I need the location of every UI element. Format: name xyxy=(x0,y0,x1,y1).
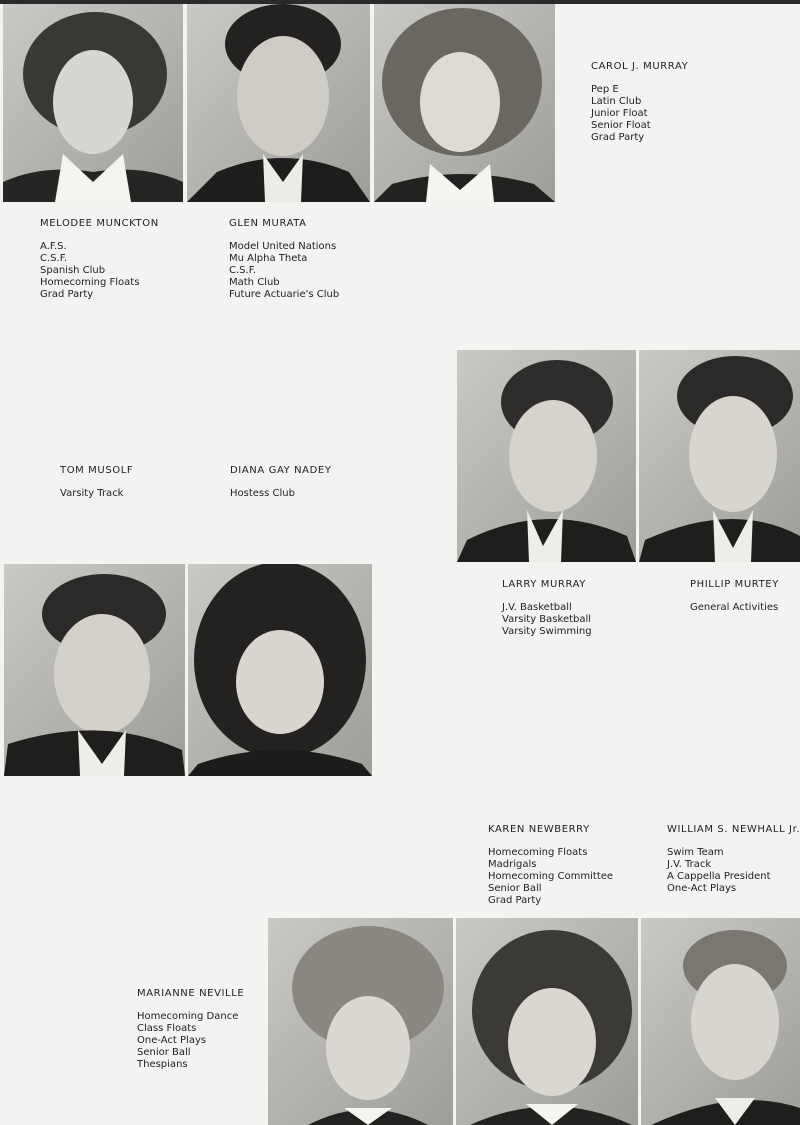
activity-item: Math Club xyxy=(229,277,280,288)
portrait-photo-marianne-neville xyxy=(268,918,453,1125)
activity-item: Senior Ball xyxy=(137,1047,191,1058)
portrait-photo-phillip-murtey xyxy=(639,350,800,562)
caption-karen-newberry xyxy=(488,824,613,907)
activity-item: Homecoming Committee xyxy=(488,871,614,882)
activity-list xyxy=(230,488,332,500)
student-name: TOM MUSOLF xyxy=(60,465,134,476)
activity-list xyxy=(667,847,800,895)
activity-item: General Activities xyxy=(690,602,779,613)
activity-item: Thespians xyxy=(137,1059,188,1070)
student-name: MELODEE MUNCKTON xyxy=(40,218,159,229)
activity-list xyxy=(488,847,613,907)
activity-list xyxy=(40,241,159,301)
activity-item: One-Act Plays xyxy=(667,883,737,894)
caption-larry-murray xyxy=(502,579,592,638)
portrait-photo-william-newhall xyxy=(641,918,800,1125)
activity-item: Homecoming Floats xyxy=(40,277,140,288)
portrait-photo-glen-murata xyxy=(187,4,370,202)
caption-marianne-neville xyxy=(137,988,244,1071)
caption-carol-murray xyxy=(591,61,688,144)
activity-item: Grad Party xyxy=(488,895,542,906)
activity-item: Homecoming Dance xyxy=(137,1011,239,1022)
activity-item: Varsity Basketball xyxy=(502,614,592,625)
activity-list xyxy=(591,84,688,144)
caption-phillip-murtey xyxy=(690,579,779,614)
caption-william-newhall xyxy=(667,824,800,895)
student-name: LARRY MURRAY xyxy=(502,579,586,590)
activity-item: Hostess Club xyxy=(230,488,295,499)
caption-tom-musolf xyxy=(60,465,133,500)
portrait-photo-tom-musolf xyxy=(4,564,185,776)
activity-item: Grad Party xyxy=(591,132,645,143)
activity-item: Pep E xyxy=(591,84,619,95)
activity-item: Senior Ball xyxy=(488,883,542,894)
activity-item: Varsity Track xyxy=(60,488,124,499)
portrait-photo-karen-newberry xyxy=(456,918,638,1125)
activity-item: Swim Team xyxy=(667,847,724,858)
student-name: KAREN NEWBERRY xyxy=(488,824,590,835)
caption-glen-murata xyxy=(229,218,339,301)
activity-item: Senior Float xyxy=(591,120,651,131)
student-name: DIANA GAY NADEY xyxy=(230,465,332,476)
activity-list xyxy=(502,602,592,638)
student-name: PHILLIP MURTEY xyxy=(690,579,779,590)
activity-item: C.S.F. xyxy=(40,253,68,264)
activity-list xyxy=(229,241,339,301)
student-name: WILLIAM S. NEWHALL Jr. xyxy=(667,824,800,835)
portrait-photo-larry-murray xyxy=(457,350,636,562)
activity-item: Class Floats xyxy=(137,1023,197,1034)
activity-item: Mu Alpha Theta xyxy=(229,253,308,264)
activity-item: Madrigals xyxy=(488,859,537,870)
student-name: MARIANNE NEVILLE xyxy=(137,988,245,999)
activity-list xyxy=(690,602,779,614)
activity-list xyxy=(137,1011,244,1071)
activity-item: Latin Club xyxy=(591,96,642,107)
activity-item: Grad Party xyxy=(40,289,94,300)
student-name: CAROL J. MURRAY xyxy=(591,61,689,72)
caption-melodee-munckton xyxy=(40,218,159,301)
activity-list xyxy=(60,488,133,500)
activity-item: Model United Nations xyxy=(229,241,337,252)
activity-item: Future Actuarie's Club xyxy=(229,289,340,300)
activity-item: Varsity Swimming xyxy=(502,626,592,637)
activity-item: One-Act Plays xyxy=(137,1035,207,1046)
activity-item: J.V. Track xyxy=(667,859,712,870)
portrait-photo-melodee-munckton xyxy=(3,4,183,202)
student-name: GLEN MURATA xyxy=(229,218,307,229)
activity-item: J.V. Basketball xyxy=(502,602,572,613)
activity-item: Homecoming Floats xyxy=(488,847,588,858)
activity-item: A Cappella President xyxy=(667,871,771,882)
portrait-photo-diana-gay-nadey xyxy=(188,564,372,776)
activity-item: Spanish Club xyxy=(40,265,106,276)
portrait-photo-carol-murray xyxy=(374,4,555,202)
caption-diana-gay-nadey xyxy=(230,465,332,500)
activity-item: A.F.S. xyxy=(40,241,67,252)
activity-item: Junior Float xyxy=(591,108,648,119)
activity-item: C.S.F. xyxy=(229,265,257,276)
